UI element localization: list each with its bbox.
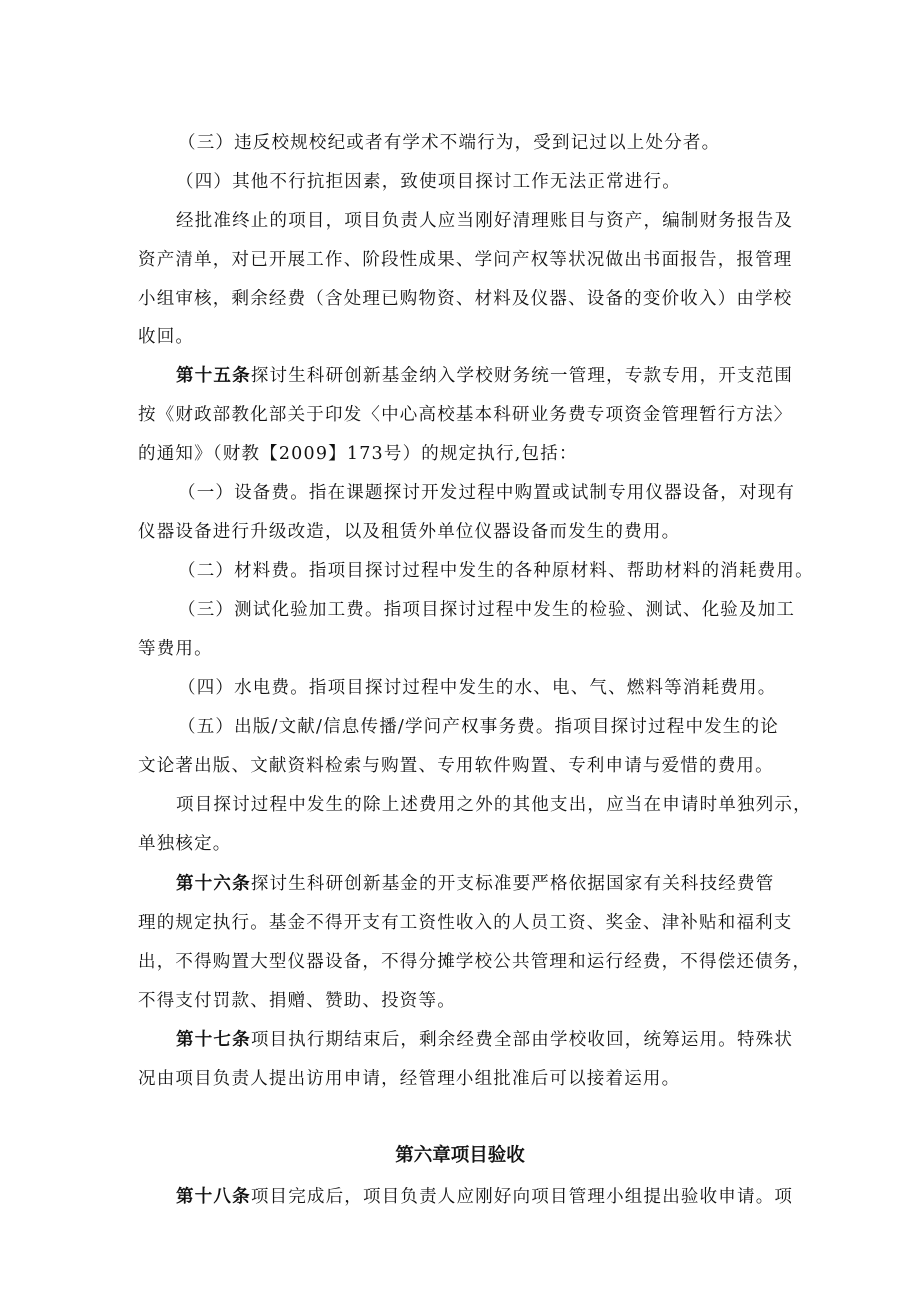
article-18-text: 项目完成后，项目负责人应刚好向项目管理小组提出验收申请。项 [250,1187,794,1207]
article-17-heading: 第十七条 [176,1030,251,1050]
article-15-heading: 第十五条 [176,366,251,386]
article-15-line [176,364,836,388]
para-line: 资产清单，对已开展工作、阶段性成果、学问产权等状况做出书面报告，报管理 [138,250,793,270]
para-line: （二）材料费。指项目探讨过程中发生的各种原材料、帮助材料的消耗费用。 [178,561,814,581]
article-17-line [176,1028,836,1052]
para-line: （四）水电费。指项目探讨过程中发生的水、电、气、燃料等消耗费用。 [178,678,777,698]
para-line: 按《财政部教化部关于印发〈中心高校基本科研业务费专项资金管理暂行方法〉 [138,405,793,425]
para-line: 仪器设备进行升级改造，以及租赁外单位仪器设备而发生的费用。 [138,522,681,542]
para-line: 出，不得购置大型仪器设备，不得分摊学校公共管理和运行经费，不得偿还债务， [138,952,812,972]
article-17-text: 项目执行期结束后，剩余经费全部由学校收回，统筹运用。特殊状 [250,1030,794,1050]
para-line: 小组审核，剩余经费（含处理已购物资、材料及仪器、设备的变价收入）由学校 [138,289,793,309]
para-line: 项目探讨过程中发生的除上述费用之外的其他支出，应当在申请时单独列示， [176,795,812,815]
chapter-title: 第六章项目验收 [395,1145,525,1166]
para-line: 单独核定。 [138,834,232,854]
para-line: 的通知》（财教【2009】173号）的规定执行,包括： [138,444,578,464]
article-18-heading: 第十八条 [176,1187,251,1207]
para-line: 文论著出版、文献资料检索与购置、专用软件购置、专利申请与爱惜的费用。 [138,756,774,776]
para-line: 不得支付罚款、捐赠、赞助、投资等。 [138,991,456,1011]
para-line: （四）其他不行抗拒因素，致使项目探讨工作无法正常进行。 [176,172,681,192]
para-line: （一）设备费。指在课题探讨开发过程中购置或试制专用仪器设备，对现有 [178,483,796,503]
para-line: 理的规定执行。基金不得开支有工资性收入的人员工资、奖金、津补贴和福利支 [138,913,793,933]
para-line: 况由项目负责人提出访用申请，经管理小组批准后可以接着运用。 [138,1069,681,1089]
para-line: 收回。 [138,327,195,347]
article-15-text: 探讨生科研创新基金纳入学校财务统一管理，专款专用，开支范围 [250,366,794,386]
article-16-heading: 第十六条 [176,874,251,894]
para-line: （五）出版/文献/信息传播/学问产权事务费。指项目探讨过程中发生的论 [178,717,779,737]
para-line: （三）违反校规校纪或者有学术不端行为，受到记过以上处分者。 [178,133,721,153]
para-line: 等费用。 [138,639,213,659]
article-16-text: 探讨生科研创新基金的开支标准要严格依据国家有关科技经费管 [250,874,775,894]
article-16-line [176,872,836,896]
article-18-line [176,1185,836,1209]
para-line: （三）测试化验加工费。指项目探讨过程中发生的检验、测试、化验及加工 [178,600,796,620]
para-line: 经批准终止的项目，项目负责人应当刚好清理账目与资产，编制财务报告及 [176,211,794,231]
